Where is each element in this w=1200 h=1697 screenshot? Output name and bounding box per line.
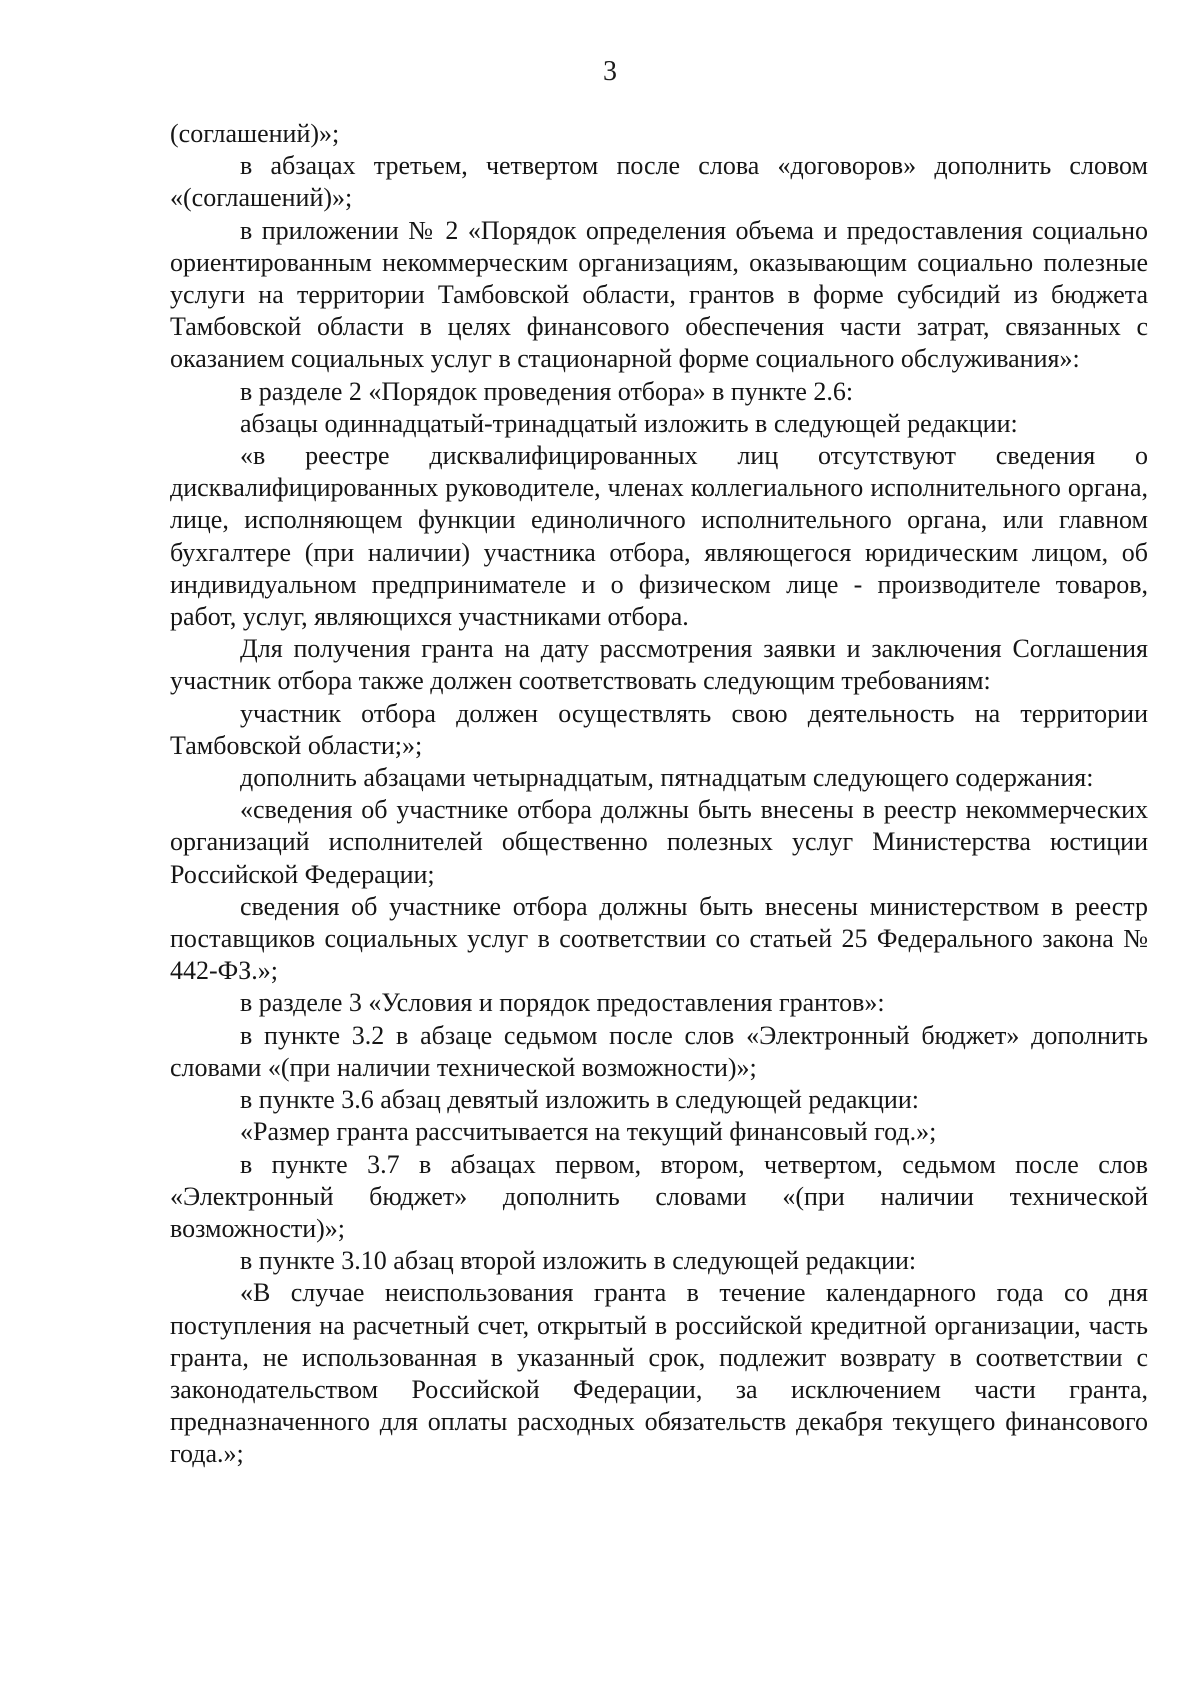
- paragraph: Для получения гранта на дату рассмотрения заявки и заключения Соглашения участник отбора также должен соответствовать следующим требованиям:: [170, 634, 1148, 696]
- paragraph: в разделе 3 «Условия и порядок предоставления грантов»:: [240, 988, 885, 1018]
- paragraph: в пункте 3.10 абзац второй изложить в следующей редакции:: [240, 1246, 917, 1276]
- paragraph: в разделе 2 «Порядок проведения отбора» в пункте 2.6:: [240, 376, 854, 406]
- paragraph: «в реестре дисквалифицированных лиц отсутствуют сведения о дисквалифицированных руководителе, членах коллегиального исполнительного органа, лице, исполняющем функции единоличного исполнительного органа, или главном бухгалтере (при наличии) участника отбора, являющегося юридическим лицом, об индивидуальном предпринимателе и о физическом лице - производителе товаров, работ, услуг, являющихся участниками отбора.: [170, 441, 1148, 632]
- paragraph: участник отбора должен осуществлять свою деятельность на территории Тамбовской области;»;: [170, 698, 1148, 760]
- paragraph: сведения об участнике отбора должны быть внесены министерством в реестр поставщиков социальных услуг в соответствии со статьей 25 Федерального закона № 442-ФЗ.»;: [170, 891, 1148, 986]
- paragraph: «Размер гранта рассчитывается на текущий финансовый год.»;: [240, 1117, 937, 1147]
- paragraph: «В случае неиспользования гранта в течение календарного года со дня поступления на расчетный счет, открытый в российской кредитной организации, часть гранта, не использованная в указанный срок, подлежит возврату в соответствии с законодательством Российской Федерации, за исключением части гранта, предназначенного для оплаты расходных обязательств декабря текущего финансового года.»;: [170, 1278, 1148, 1469]
- page-number: 3: [603, 56, 617, 87]
- paragraph: (соглашений)»;: [170, 119, 340, 148]
- document-body: [170, 118, 1148, 1471]
- paragraph: в приложении № 2 «Порядок определения объема и предоставления социально ориентированным некоммерческим организациям, оказывающим социально полезные услуги на территории Тамбовской области, грантов в форме субсидий из бюджета Тамбовской области в целях финансового обеспечения части затрат, связанных с оказанием социальных услуг в стационарной форме социального обслуживания»:: [170, 215, 1148, 374]
- paragraph: «сведения об участнике отбора должны быть внесены в реестр некоммерческих организаций исполнителей общественно полезных услуг Министерства юстиции Российской Федерации;: [170, 795, 1148, 889]
- paragraph: в пункте 3.2 в абзаце седьмом после слов «Электронный бюджет» дополнить словами «(при наличии технической возможности)»;: [170, 1020, 1148, 1082]
- paragraph: в абзацах третьем, четвертом после слова «договоров» дополнить словом «(соглашений)»;: [170, 151, 1148, 213]
- paragraph: дополнить абзацами четырнадцатым, пятнадцатым следующего содержания:: [240, 763, 1094, 793]
- paragraph: абзацы одиннадцатый-тринадцатый изложить в следующей редакции:: [240, 408, 1018, 438]
- paragraph: в пункте 3.7 в абзацах первом, втором, четвертом, седьмом после слов «Электронный бюджет» дополнить словами «(при наличии технической возможности)»;: [170, 1149, 1148, 1243]
- paragraph: в пункте 3.6 абзац девятый изложить в следующей редакции:: [240, 1085, 919, 1115]
